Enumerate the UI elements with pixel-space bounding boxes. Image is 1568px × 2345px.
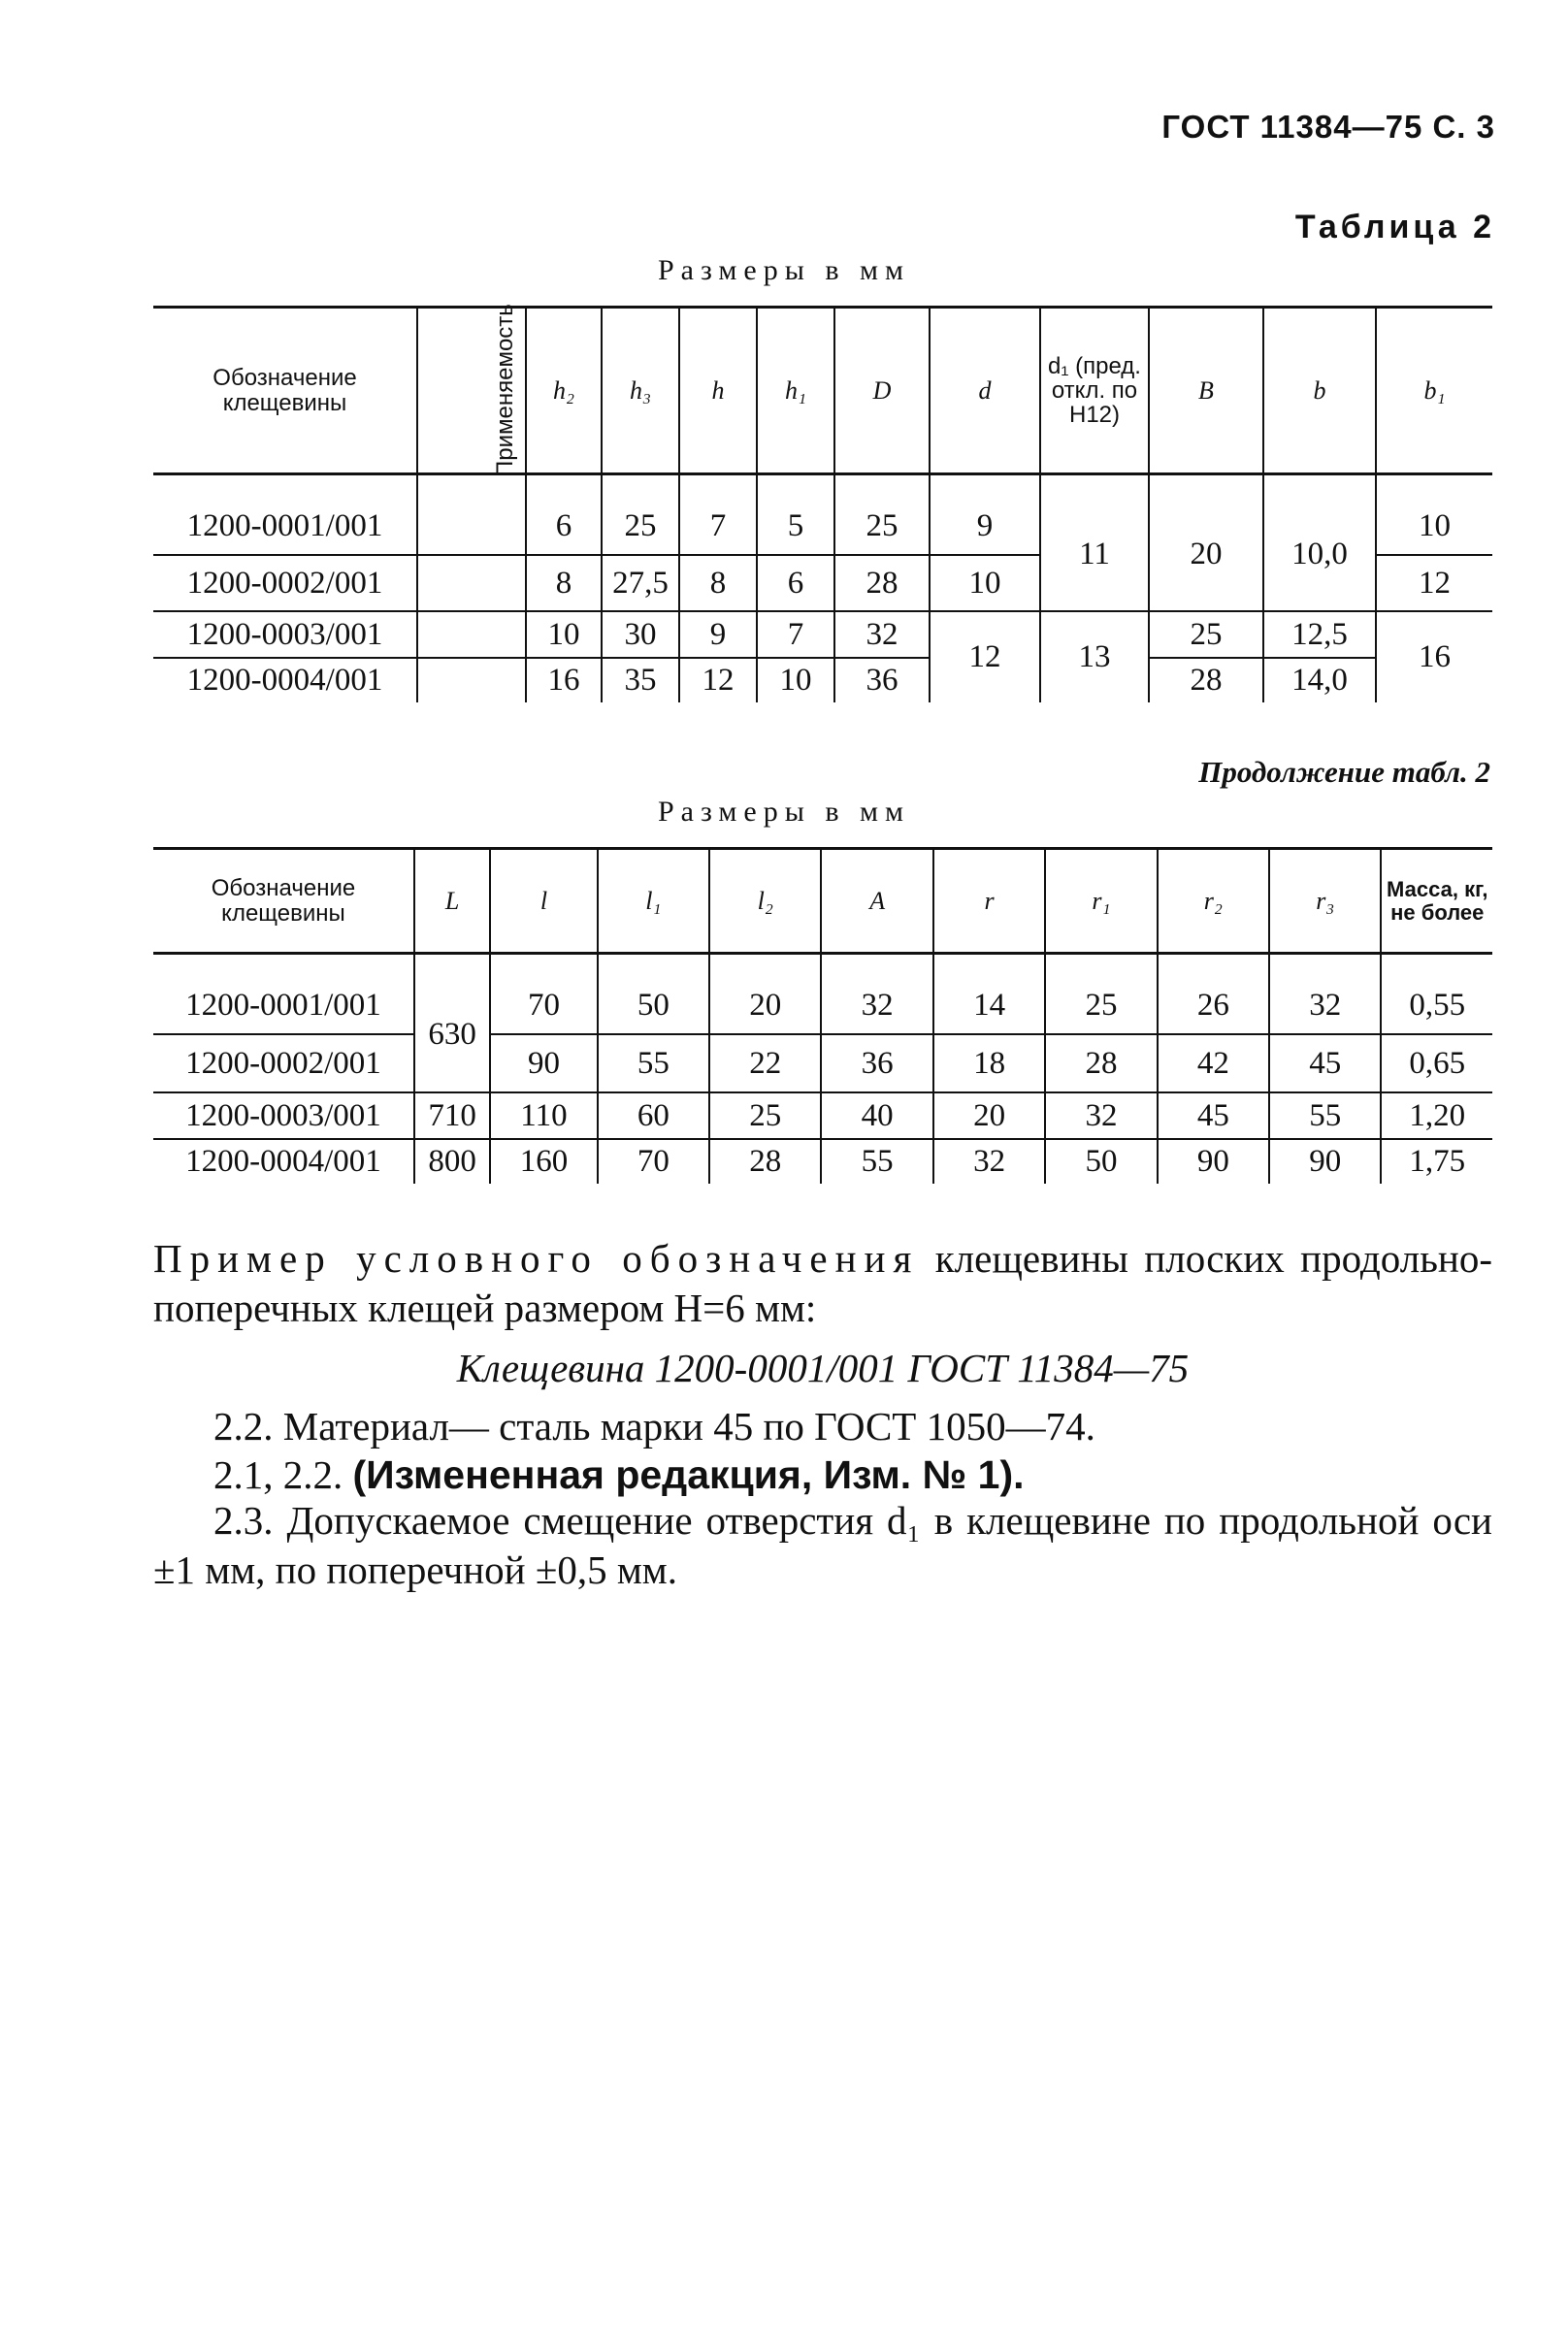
cell: 800 [414,1139,490,1184]
cell: 12 [679,658,757,702]
cell: 22 [709,1034,821,1092]
table-row [153,978,1492,1034]
cell: 55 [598,1034,709,1092]
cell: 12 [1376,555,1492,611]
cell: 710 [414,1092,490,1139]
amendment-text: (Измененная редакция, Изм. № 1). [352,1452,1025,1497]
col-designation: Обозначение клещевины [212,365,357,416]
cell: 26 [1158,978,1269,1034]
cell: 16 [526,658,602,702]
cell: 25 [602,499,679,555]
cell: 28 [834,555,930,611]
page-header: ГОСТ 11384—75 С. 3 [1161,109,1495,145]
cell-designation: 1200-0002/001 [153,1034,414,1092]
cell: 36 [821,1034,932,1092]
col-D: D [834,308,930,474]
cell: 7 [757,611,834,658]
cell: 50 [598,978,709,1034]
cell: 10 [1376,499,1492,555]
cell: 90 [490,1034,597,1092]
continuation-label: Продолжение табл. 2 [1198,755,1490,789]
cell: 7 [679,499,757,555]
cell: 5 [757,499,834,555]
cell-designation: 1200-0001/001 [153,978,414,1034]
cell: 9 [930,499,1040,555]
cell: 70 [490,978,597,1034]
table-row [153,499,1492,555]
cell: 630 [414,978,490,1092]
col-l: l [490,849,597,954]
col-B: B [1149,308,1263,474]
col-h2: h₂ [526,308,602,474]
amendment-note [213,1450,1552,1500]
col-r1: r₁ [1045,849,1157,954]
col-L: L [414,849,490,954]
cell: 16 [1376,611,1492,702]
col-r3: r₃ [1269,849,1381,954]
col-A: A [821,849,932,954]
col-h: h [679,308,757,474]
cell: 8 [526,555,602,611]
cell: 27,5 [602,555,679,611]
cell: 6 [757,555,834,611]
cell: 10,0 [1263,499,1376,611]
cell: 14,0 [1263,658,1376,702]
amendment-ref: 2.1, 2.2. [213,1452,353,1497]
cell: 10 [757,658,834,702]
cell-designation: 1200-0003/001 [153,1092,414,1139]
cell: 10 [930,555,1040,611]
cell: 90 [1269,1139,1381,1184]
table-number: Таблица 2 [1294,209,1495,245]
cell: 14 [933,978,1045,1034]
table-header-row [153,849,1492,954]
cell-designation: 1200-0004/001 [185,1144,381,1179]
cell: 36 [834,658,930,702]
cell: 28 [709,1139,821,1184]
cell: 13 [1040,611,1149,702]
dimensions-table-continued [153,847,1492,1184]
paragraph-2-2: 2.2. Материал— сталь марки 45 по ГОСТ 1050—74. [213,1404,1095,1449]
cell: 6 [526,499,602,555]
cell: 20 [1149,499,1263,611]
cell: 42 [1158,1034,1269,1092]
cell: 50 [1045,1139,1157,1184]
col-mass: Масса, кг, не более [1381,849,1492,954]
cell: 45 [1269,1034,1381,1092]
cell: 11 [1040,499,1149,611]
cell: 32 [821,978,932,1034]
col-r: r [933,849,1045,954]
units-caption: Размеры в мм [657,796,910,828]
cell [417,658,526,702]
table-row [153,611,1492,658]
cell: 25 [709,1092,821,1139]
cell-designation: 1200-0001/001 [153,499,417,555]
cell [417,499,526,555]
col-h3: h₃ [602,308,679,474]
cell: 55 [1269,1092,1381,1139]
col-r2: r₂ [1158,849,1269,954]
cell: 25 [834,499,930,555]
col-l1: l₁ [598,849,709,954]
cell [417,611,526,658]
cell: 10 [526,611,602,658]
dimensions-table [153,306,1492,702]
cell: 1,75 [1381,1139,1492,1184]
example-lead: Пример условного обозначения [153,1236,920,1281]
col-d1: d₁ (пред. откл. по H12) [1040,308,1149,474]
cell: 160 [490,1139,597,1184]
table-row [153,1092,1492,1139]
cell-designation: 1200-0003/001 [153,611,417,658]
cell: 1,20 [1381,1092,1492,1139]
paragraph-2-3 [153,1496,1492,1596]
col-applicability: Применяемость [417,308,526,474]
table-row [153,658,1492,702]
units-caption: Размеры в мм [657,254,910,286]
cell: 32 [933,1139,1045,1184]
cell: 9 [679,611,757,658]
cell: 60 [598,1092,709,1139]
table-header-row [153,308,1492,474]
cell-designation: 1200-0002/001 [153,555,417,611]
cell: 0,55 [1381,978,1492,1034]
col-b1: b₁ [1376,308,1492,474]
cell: 20 [933,1092,1045,1139]
cell: 25 [1045,978,1157,1034]
table-row [153,1139,1492,1184]
cell: 12 [930,611,1040,702]
col-d: d [930,308,1040,474]
cell: 12,5 [1263,611,1376,658]
body-text-region [0,1232,1568,1593]
cell: 28 [1149,658,1263,702]
cell: 55 [821,1139,932,1184]
cell: 28 [1045,1034,1157,1092]
cell-designation: 1200-0004/001 [186,663,383,698]
cell: 35 [602,658,679,702]
cell: 0,65 [1381,1034,1492,1092]
example-rest: клещевины плоских продольно-поперечных клещей размером H=6 мм: [153,1236,1492,1331]
cell: 32 [1269,978,1381,1034]
cell: 8 [679,555,757,611]
paragraph-2-3-text: 2.3. Допускаемое смещение отверстия d₁ в клещевине по продольной оси ±1 мм, по поперечной ±0,5 мм. [153,1498,1492,1593]
cell [417,555,526,611]
cell: 32 [1045,1092,1157,1139]
col-b: b [1263,308,1376,474]
col-designation: Обозначение клещевины [211,875,356,927]
cell: 70 [598,1139,709,1184]
example-designation: Клещевина 1200-0001/001 ГОСТ 11384—75 [456,1346,1190,1390]
col-h1: h₁ [757,308,834,474]
cell: 45 [1158,1092,1269,1139]
example-paragraph [153,1234,1492,1334]
cell: 20 [709,978,821,1034]
cell: 90 [1158,1139,1269,1184]
col-l2: l₂ [709,849,821,954]
table-row [153,1034,1492,1092]
cell: 18 [933,1034,1045,1092]
cell: 110 [490,1092,597,1139]
cell: 32 [834,611,930,658]
cell: 30 [602,611,679,658]
cell: 25 [1149,611,1263,658]
cell: 40 [821,1092,932,1139]
